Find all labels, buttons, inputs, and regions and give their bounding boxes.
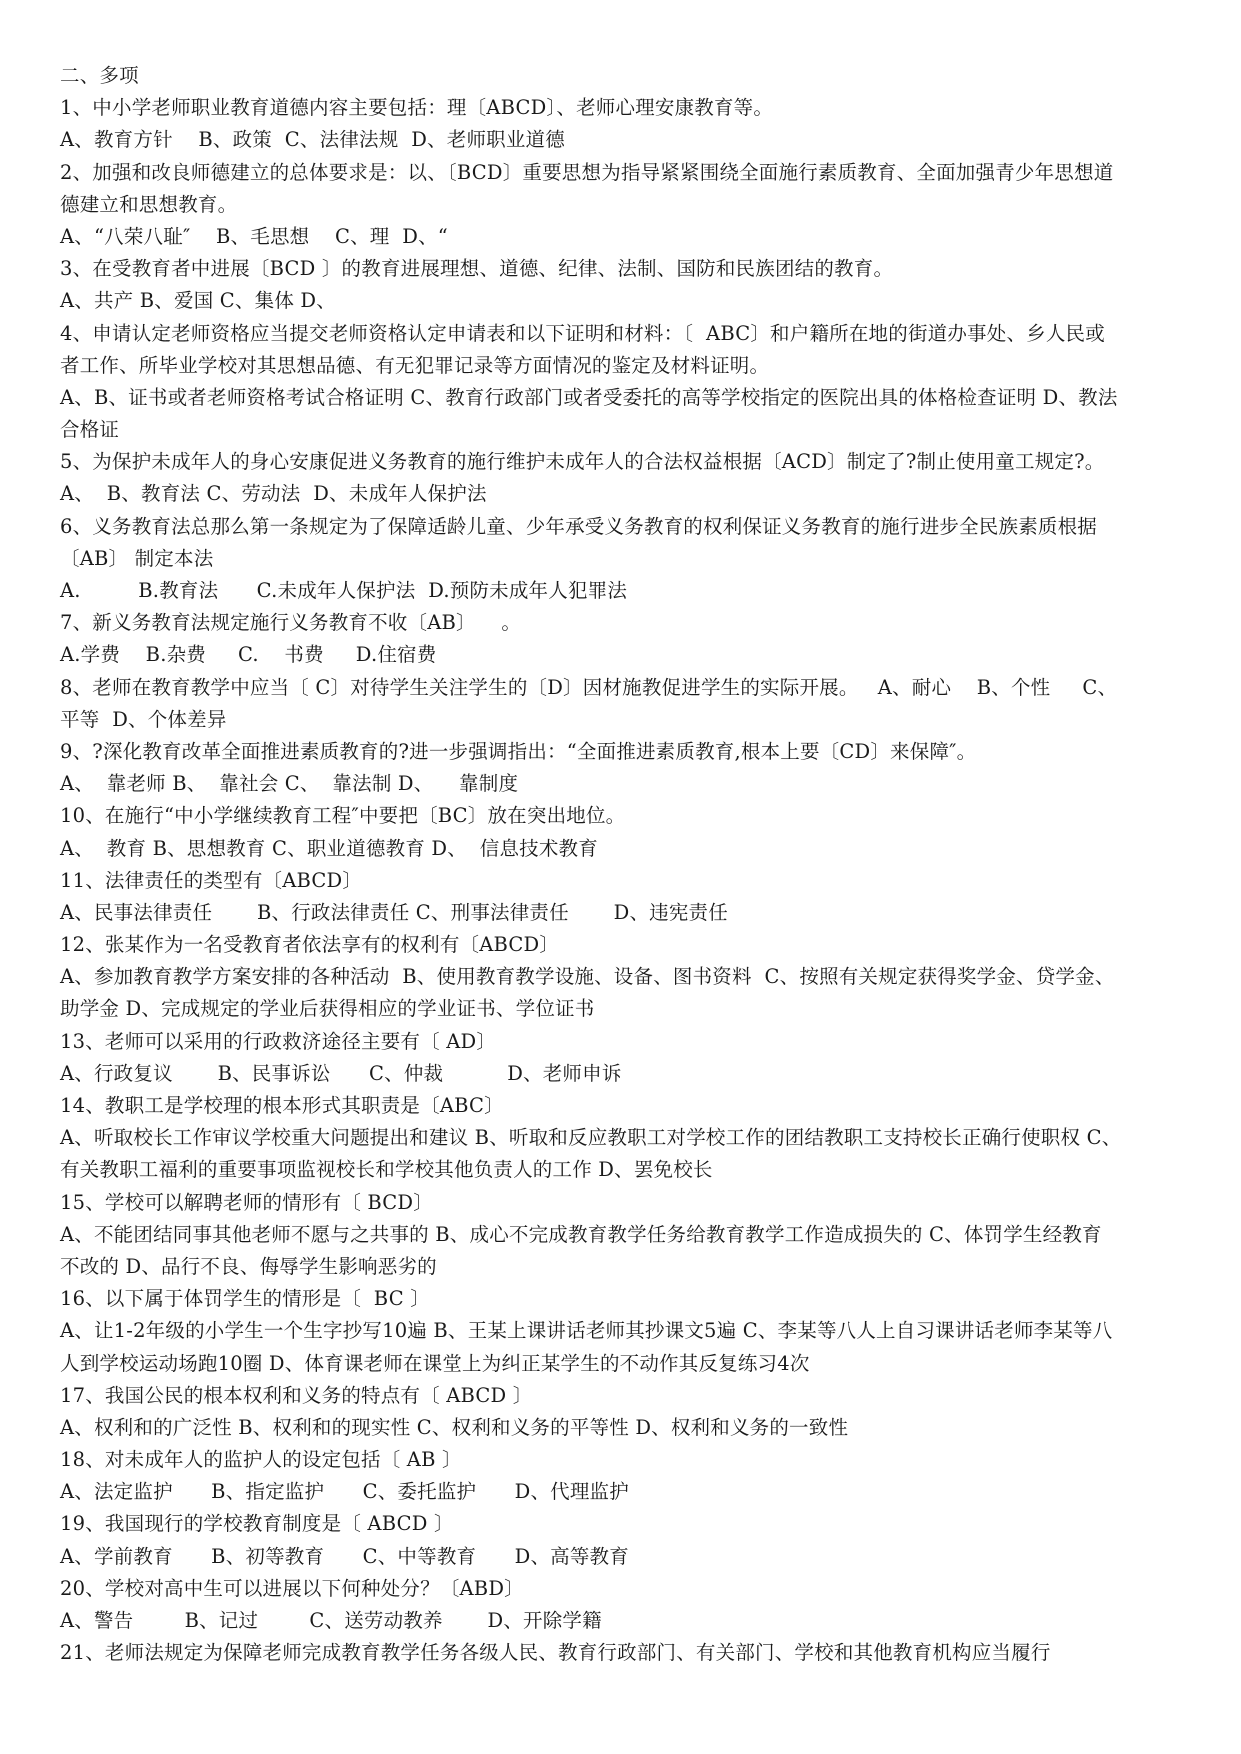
question-line: 15、学校可以解聘老师的情形有〔 BCD〕 xyxy=(60,1190,433,1214)
question-line: 8、老师在教育教学中应当〔 C〕对待学生关注学生的〔D〕因材施教促进学生的实际开展。 A、耐心 B、个性 C、 xyxy=(60,675,1118,699)
options-line: 有关教职工福利的重要事项监视校长和学校其他负责人的工作 D、罢免校长 xyxy=(60,1158,713,1182)
question-line: 14、教职工是学校理的根本形式其职责是〔ABC〕 xyxy=(60,1094,504,1117)
question-line: 16、以下属于体罚学生的情形是〔 BC 〕 xyxy=(60,1287,430,1311)
question-line: 3、在受教育者中进展〔BCD 〕的教育进展理想、道德、纪律、法制、国防和民族团结的教育。 xyxy=(60,257,894,281)
question-line: 17、我国公民的根本权利和义务的特点有〔 ABCD 〕 xyxy=(60,1383,533,1407)
options-line: A.学费 B.杂费 C. 书费 D.住宿费 xyxy=(60,643,437,667)
options-line: 平等 D、个体差异 xyxy=(60,707,227,731)
options-line: 助学金 D、完成规定的学业后获得相应的学业证书、学位证书 xyxy=(60,997,595,1021)
options-line: A、权利和的广泛性 B、权利和的现实性 C、权利和义务的平等性 D、权利和义务的一致性 xyxy=(60,1415,849,1439)
question-line: 11、法律责任的类型有〔ABCD〕 xyxy=(60,868,363,892)
question-line: 19、我国现行的学校教育制度是〔 ABCD 〕 xyxy=(60,1512,454,1536)
options-line: A、“八荣八耻″ B、毛思想 C、理 D、“ xyxy=(60,224,448,248)
question-line: 〔AB〕 制定本法 xyxy=(60,546,214,570)
options-line: A、 靠老师 B、 靠社会 C、 靠法制 D、 靠制度 xyxy=(60,772,519,796)
question-line: 18、对未成年人的监护人的设定包括〔 AB 〕 xyxy=(60,1448,462,1472)
question-line: 6、义务教育法总那么第一条规定为了保障适龄儿童、少年承受义务教育的权利保证义务教育的施行进步全民族素质根据 xyxy=(60,514,1098,538)
options-line: A、学前教育 B、初等教育 C、中等教育 D、高等教育 xyxy=(60,1544,629,1568)
question-line: 者工作、所毕业学校对其思想品德、有无犯罪记录等方面情况的鉴定及材料证明。 xyxy=(60,353,770,377)
options-line: A、 教育 B、思想教育 C、职业道德教育 D、 信息技术教育 xyxy=(60,836,598,860)
question-line: 4、申请认定老师资格应当提交老师资格认定申请表和以下证明和材料：〔 ABC〕和户籍所在地的街道办事处、乡人民或 xyxy=(60,321,1105,345)
question-line: 12、张某作为一名受教育者依法享有的权利有〔ABCD〕 xyxy=(60,933,560,957)
question-line: 7、新义务教育法规定施行义务教育不收〔AB〕 。 xyxy=(60,611,522,635)
options-line: A、听取校长工作审议学校重大问题提出和建议 B、听取和反应教职工对学校工作的团结教职工支持校长正确行使职权 C、 xyxy=(60,1126,1122,1150)
options-line: 人到学校运动场跑10圈 D、体育课老师在课堂上为纠正某学生的不动作其反复练习4次 xyxy=(60,1351,810,1375)
question-line: 德建立和思想教育。 xyxy=(60,192,238,216)
question-line: 5、为保护未成年人的身心安康促进义务教育的施行维护未成年人的合法权益根据〔ACD〕制定了?制止使用童工规定?。 xyxy=(60,450,1105,474)
question-line: 10、在施行“中小学继续教育工程″中要把〔BC〕放在突出地位。 xyxy=(60,804,626,828)
question-line: 1、中小学老师职业教育道德内容主要包括：理〔ABCD〕、老师心理安康教育等。 xyxy=(60,96,774,120)
options-line: A、不能团结同事其他老师不愿与之共事的 B、成心不完成教育教学任务给教育教学工作造成损失的 C、体罚学生经教育 xyxy=(60,1222,1102,1246)
options-line: A、让1-2年级的小学生一个生字抄写10遍 B、王某上课讲话老师其抄课文5遍 C、李某等八人上自习课讲话老师李某等八 xyxy=(60,1319,1113,1343)
options-line: A. B.教育法 C.未成年人保护法 D.预防未成年人犯罪法 xyxy=(60,579,628,602)
options-line: A、教育方针 B、政策 C、法律法规 D、老师职业道德 xyxy=(60,128,565,152)
options-line: 合格证 xyxy=(60,418,120,442)
options-line: A、警告 B、记过 C、送劳动教养 D、开除学籍 xyxy=(60,1609,602,1632)
section-heading: 二、多项 xyxy=(60,64,139,87)
options-line: A、法定监护 B、指定监护 C、委托监护 D、代理监护 xyxy=(60,1480,629,1504)
options-line: A、参加教育教学方案安排的各种活动 B、使用教育教学设施、设备、图书资料 C、按照有关规定获得奖学金、贷学金、 xyxy=(60,965,1115,989)
question-line: 13、老师可以采用的行政救济途径主要有〔 AD〕 xyxy=(60,1029,497,1053)
options-line: 不改的 D、品行不良、侮辱学生影响恶劣的 xyxy=(60,1254,437,1278)
question-line: 20、学校对高中生可以进展以下何种处分？〔ABD〕 xyxy=(60,1576,524,1600)
options-line: A、共产 B、爱国 C、集体 D、 xyxy=(60,289,336,313)
question-line: 2、加强和改良师德建立的总体要求是：以、〔BCD〕重要思想为指导紧紧围绕全面施行素质教育、全面加强青少年思想道 xyxy=(60,160,1114,184)
question-line: 21、老师法规定为保障老师完成教育教学任务各级人民、教育行政部门、有关部门、学校和其他教育机构应当履行 xyxy=(60,1641,1051,1665)
document-page xyxy=(60,60,1210,1669)
options-line: A、 B、教育法 C、劳动法 D、未成年人保护法 xyxy=(60,482,487,506)
options-line: A、行政复议 B、民事诉讼 C、仲裁 D、老师申诉 xyxy=(60,1061,622,1085)
options-line: A、民事法律责任 B、行政法律责任 C、刑事法律责任 D、违宪责任 xyxy=(60,900,728,924)
question-line: 9、?深化教育改革全面推进素质教育的?进一步强调指出：“全面推进素质教育,根本上要〔CD〕来保障″。 xyxy=(60,739,977,763)
options-line: A、B、证书或者老师资格考试合格证明 C、教育行政部门或者受委托的高等学校指定的医院出具的体格检查证明 D、教法 xyxy=(60,385,1118,409)
